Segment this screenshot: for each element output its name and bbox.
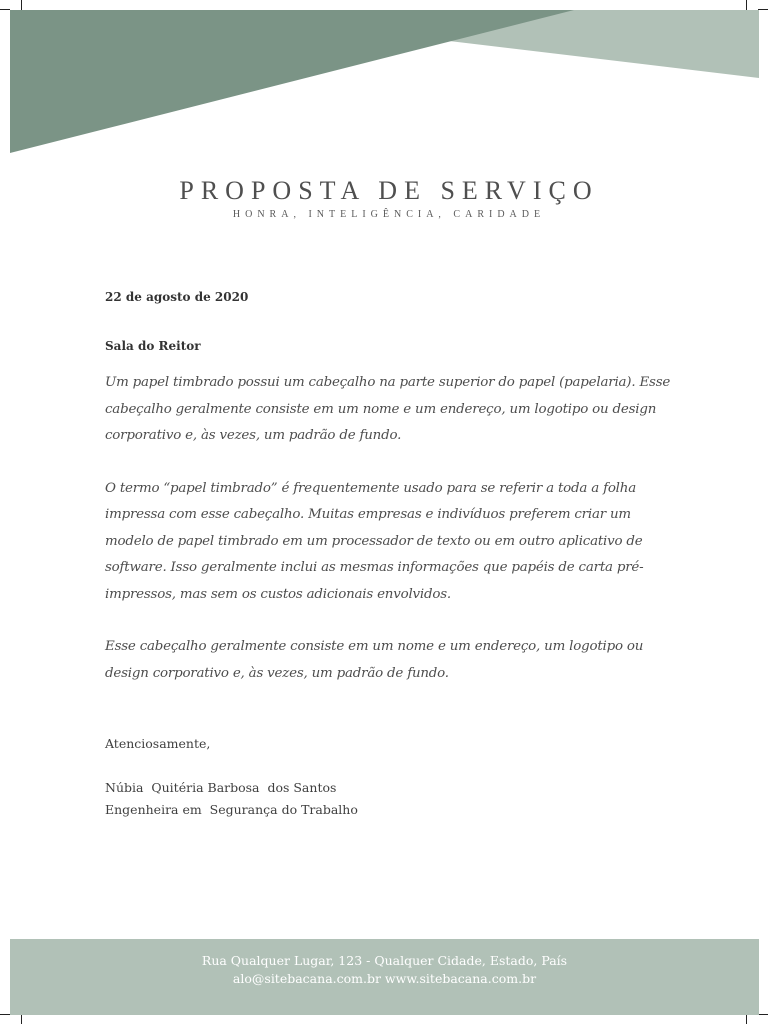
header-dark-shape xyxy=(10,10,574,153)
letter-closing xyxy=(105,733,675,821)
title-block xyxy=(0,174,768,220)
crop-mark xyxy=(0,1014,10,1015)
letter-recipient: Sala do Reitor xyxy=(105,339,201,353)
page-title: PROPOSTA DE SERVIÇO xyxy=(179,176,599,205)
letter-paragraph: Um papel timbrado possui um cabeçalho na parte superior do papel (papelaria). Esse cabeçalho geralmente consiste em um nome e um endereço, um logotipo ou design corporativo e, às vezes, um padrão de fundo. xyxy=(105,375,671,443)
letter-paragraph: Esse cabeçalho geralmente consiste em um nome e um endereço, um logotipo ou design corporativo e, às vezes, um padrão de fundo. xyxy=(105,639,644,681)
crop-mark xyxy=(21,1014,22,1024)
crop-mark xyxy=(758,1014,768,1015)
closing-salutation: Atenciosamente, xyxy=(105,736,211,751)
page-subtitle: HONRA, INTELIGÊNCIA, CARIDADE xyxy=(232,209,546,220)
footer-contact: alo@sitebacana.com.br www.sitebacana.com.br xyxy=(232,971,537,986)
letter-date: 22 de agosto de 2020 xyxy=(105,290,249,304)
crop-mark xyxy=(746,1014,747,1024)
footer-bar xyxy=(10,939,759,1015)
signer-name: Núbia Quitéria Barbosa dos Santos xyxy=(105,780,337,795)
header-decoration xyxy=(0,0,768,160)
footer-address: Rua Qualquer Lugar, 123 - Qualquer Cidade, Estado, País xyxy=(201,953,568,968)
signer-role: Engenheira em Segurança do Trabalho xyxy=(105,802,358,817)
letter-body xyxy=(105,288,675,821)
letter-paragraph: O termo “papel timbrado” é frequentemente usado para se referir a toda a folha impressa com esse cabeçalho. Muitas empresas e indivíduos preferem criar um modelo de papel timbrado em um processador de texto ou em outro aplicativo de software. Isso geralmente inclui as mesmas informações que papéis de carta pré-impressos, mas sem os custos adicionais envolvidos. xyxy=(105,480,644,602)
